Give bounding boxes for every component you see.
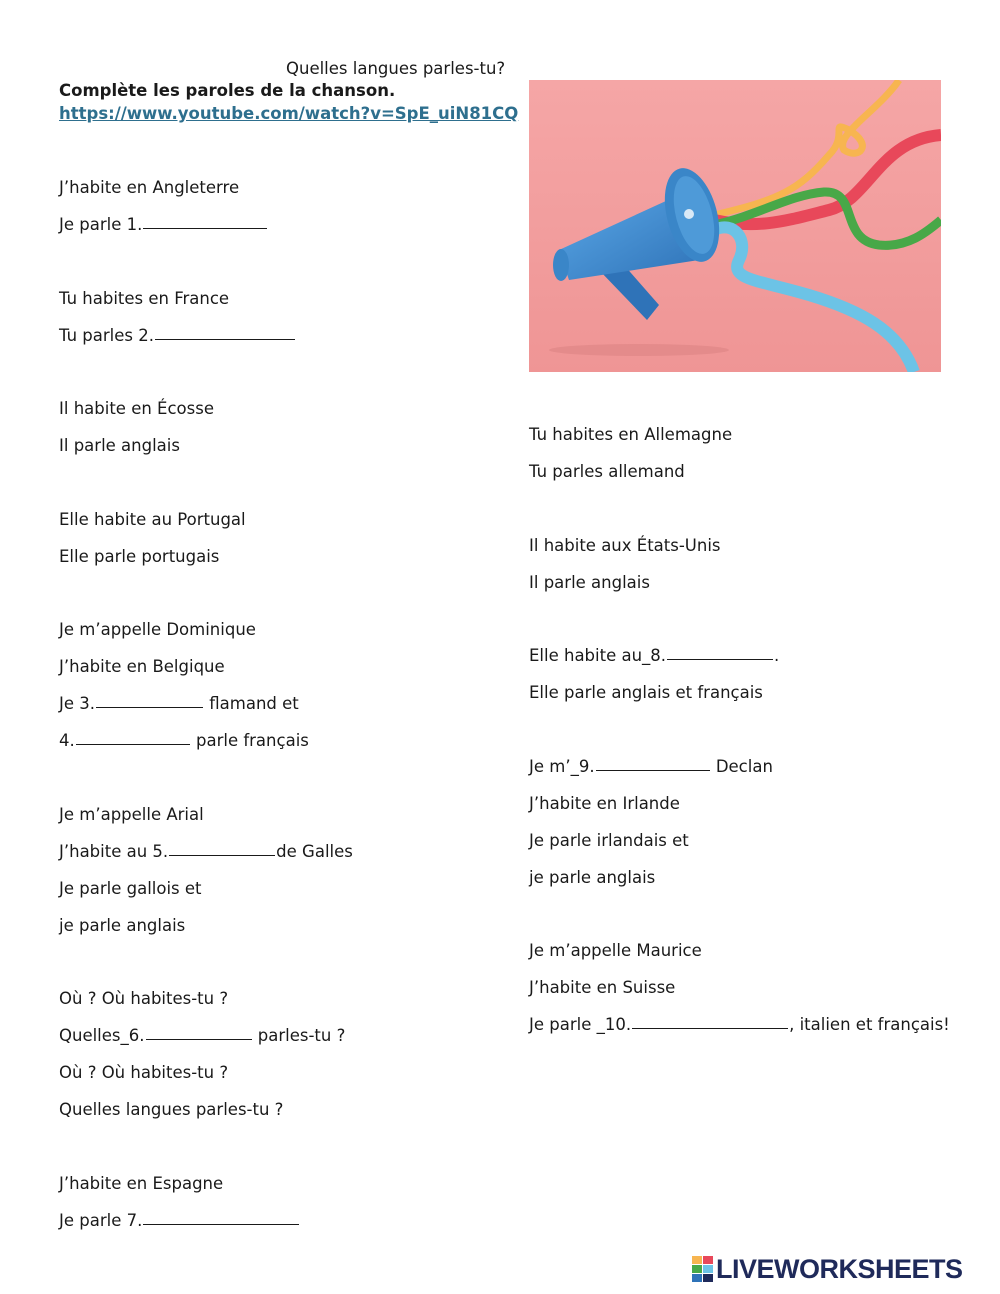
lyric-line: Tu habites en France [59,288,230,308]
lyric-line: Tu parles 2. [59,325,499,362]
logo-text: LIVEWORKSHEETS [716,1254,963,1284]
lyric-line: Quelles langues parles-tu ? [59,1100,284,1119]
answer-blank-10[interactable] [632,1014,788,1029]
lyric-line: Je m’appelle Maurice [529,941,702,960]
lyric-line: Je m’appelle Arial [59,804,204,824]
answer-blank-5[interactable] [169,841,275,856]
lyric-line: Je m’_9. Declan [529,756,773,776]
lyric-line: Elle parle anglais et français [529,683,763,702]
answer-blank-9[interactable] [596,756,710,771]
answer-blank-6[interactable] [146,1025,252,1040]
right-column [529,424,989,1051]
lyric-line: J’habite en Belgique [59,657,225,676]
lyric-line: J’habite en Espagne [59,1173,224,1193]
worksheet-title: Quelles langues parles-tu? [286,59,506,78]
lyric-line: je parle anglais [529,867,656,887]
answer-blank-4[interactable] [76,730,190,745]
lyric-line: Je m’appelle Dominique [59,620,256,639]
lyric-line: Elle parle portugais [59,546,220,566]
lyric-line: Tu habites en Allemagne [529,425,733,444]
lyric-line: Quelles_6. parles-tu ? [59,1026,346,1045]
lyric-line: J’habite en Irlande [529,793,680,813]
answer-blank-8[interactable] [667,645,773,660]
lyric-line: J’habite en Angleterre [59,178,240,197]
youtube-link[interactable]: https://www.youtube.com/watch?v=SpE_uiN81CQ [59,104,519,123]
left-column [59,177,499,1247]
lyric-line: je parle anglais [59,915,186,935]
lyric-line: Où ? Où habites-tu ? [59,989,229,1008]
lyric-line: 4. parle français [59,731,309,750]
logo-badge-icon [692,1256,714,1282]
lyric-line: J’habite en Suisse [529,978,676,997]
lyric-line: Je 3. flamand et [59,694,299,713]
lyric-line: Je parle gallois et [59,878,202,898]
lyric-line: Il parle anglais [59,436,180,455]
lyric-line: Je parle 1. [59,214,499,251]
answer-blank-3[interactable] [96,693,203,708]
lyric-line: Où ? Où habites-tu ? [59,1063,229,1082]
lyric-line: Je parle irlandais et [529,830,689,850]
lyric-line: Elle habite au_8. . [529,646,780,665]
megaphone-image [529,80,941,372]
instruction: Complète les paroles de la chanson. [59,81,396,100]
lyric-line: Il parle anglais [529,572,650,592]
lyric-line: Je parle 7. [59,1210,499,1247]
megaphone-illustration [529,80,941,372]
answer-blank-2[interactable] [155,325,295,340]
lyric-line: Il habite en Écosse [59,399,214,418]
answer-blank-7[interactable] [143,1210,299,1225]
answer-blank-1[interactable] [143,214,267,229]
lyric-line: Tu parles allemand [529,462,685,481]
lyric-line: J’habite au 5. de Galles [59,841,353,861]
lyric-line: Je parle _10. , italien et français! [529,1015,950,1034]
lyric-line: Il habite aux États-Unis [529,535,721,555]
liveworksheets-logo [692,1254,963,1284]
lyric-line: Elle habite au Portugal [59,509,246,529]
